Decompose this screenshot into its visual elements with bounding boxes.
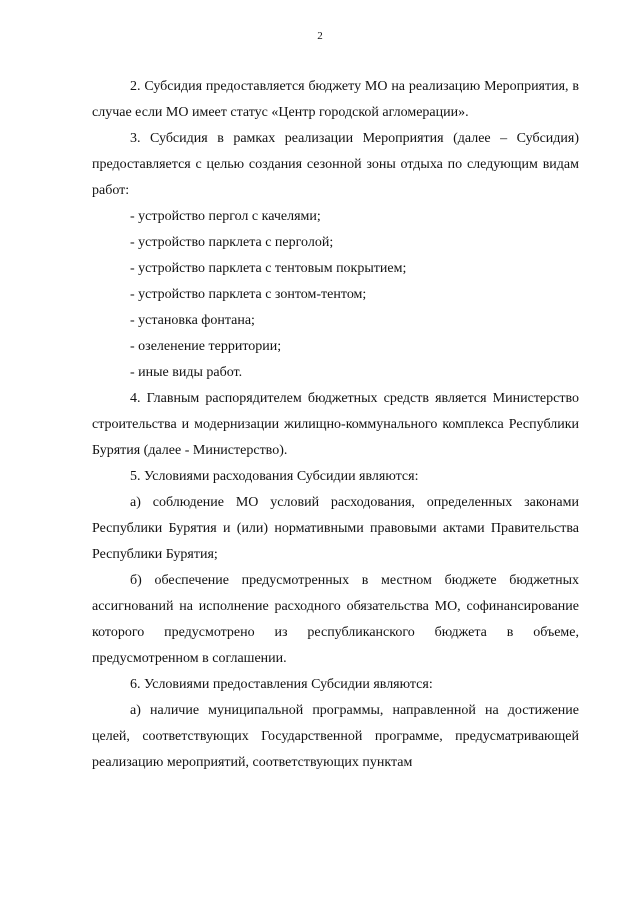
list-item: - устройство парклета с тентовым покрытием; [130, 261, 407, 276]
list-item: - озеленение территории; [130, 339, 282, 354]
paragraph-6: 6. Условиями предоставления Субсидии являются: [130, 677, 433, 692]
list-item: - иные виды работ. [130, 365, 243, 380]
paragraph-6a: а) наличие муниципальной программы, направленной на достижение целей, соответствующих Государственной программе, предусматривающей реализацию мероприятий, соответствующих пунктам [92, 703, 579, 770]
list-item: - установка фонтана; [130, 313, 255, 328]
list-item: - устройство пергол с качелями; [130, 209, 321, 224]
paragraph-5b: б) обеспечение предусмотренных в местном бюджете бюджетных ассигнований на исполнение расходного обязательства МО, софинансирование которого предусмотрено из республиканского бюджета в объеме, предусмотренном в соглашении. [92, 573, 579, 666]
document-body [92, 74, 579, 776]
list-item: - устройство парклета с зонтом-тентом; [130, 287, 367, 302]
paragraph-5: 5. Условиями расходования Субсидии являются: [130, 469, 419, 484]
paragraph-4: 4. Главным распорядителем бюджетных средств является Министерство строительства и модернизации жилищно-коммунального комплекса Республики Бурятия (далее - Министерство). [92, 391, 579, 458]
paragraph-5a: а) соблюдение МО условий расходования, определенных законами Республики Бурятия и (или) нормативными правовыми актами Правительства Республики Бурятия; [92, 495, 579, 562]
paragraph-3: 3. Субсидия в рамках реализации Мероприятия (далее – Субсидия) предоставляется с целью создания сезонной зоны отдыха по следующим видам работ: [92, 131, 579, 198]
list-item: - устройство парклета с перголой; [130, 235, 334, 250]
paragraph-2: 2. Субсидия предоставляется бюджету МО на реализацию Мероприятия, в случае если МО имеет статус «Центр городской агломерации». [92, 79, 579, 120]
page-number: 2 [317, 30, 323, 42]
